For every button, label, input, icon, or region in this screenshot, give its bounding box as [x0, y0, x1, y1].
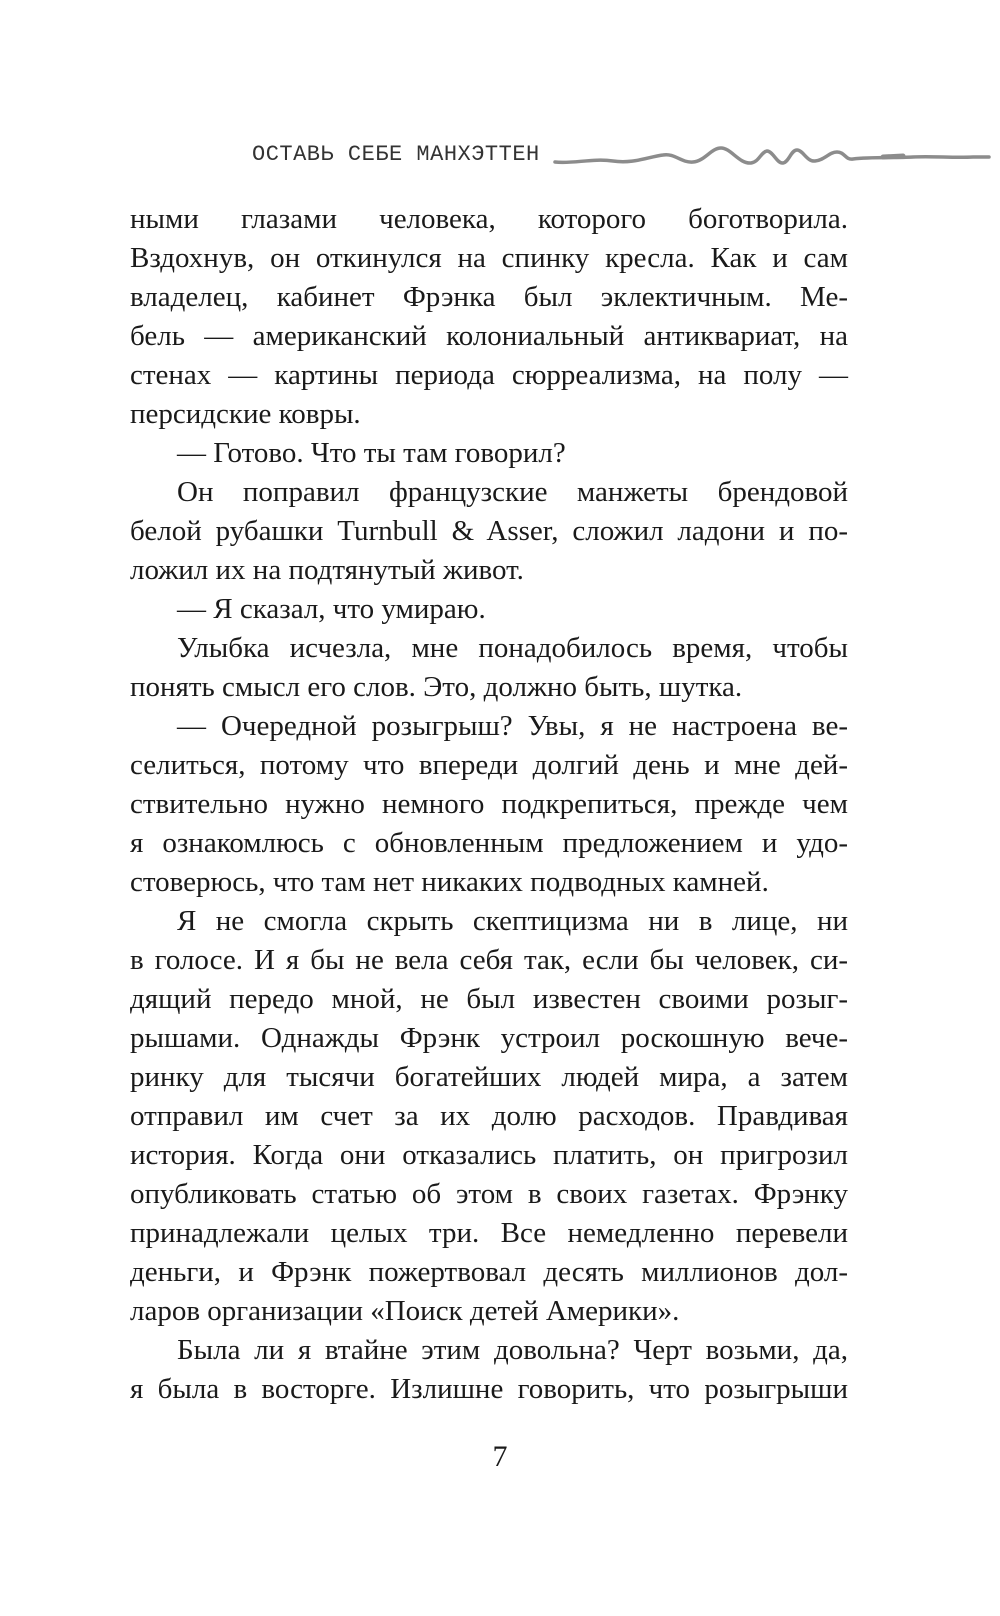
text-line: — Очередной розыгрыш? Увы, я не настроена ве- — [177, 710, 848, 742]
text-line: дящий передо мной, не был известен своими розыг- — [130, 983, 848, 1015]
text-line: ларов организации «Поиск детей Америки». — [130, 1295, 680, 1327]
text-line: в голосе. И я бы не вела себя так, если бы человек, си- — [130, 944, 848, 976]
text-line: Он поправил французские манжеты брендовой — [177, 476, 848, 508]
text-line: белой рубашки Turnbull & Asser, сложил ладони и по- — [130, 515, 848, 547]
running-title: ОСТАВЬ СЕБЕ МАНХЭТТЕН — [252, 142, 540, 167]
page-number: 7 — [492, 1440, 508, 1473]
text-line: Была ли я втайне этим довольна? Черт возьми, да, — [177, 1334, 848, 1366]
text-line: Улыбка исчезла, мне понадобилось время, чтобы — [177, 632, 848, 664]
text-line: рышами. Однажды Фрэнк устроил роскошную вече- — [130, 1022, 848, 1054]
text-line: опубликовать статью об этом в своих газетах. Фрэнку — [130, 1178, 848, 1210]
text-line: отправил им счет за их долю расходов. Правдивая — [130, 1100, 848, 1132]
text-line: ложил их на подтянутый живот. — [130, 554, 524, 586]
text-line: я ознакомлюсь с обновленным предложением и удо- — [130, 827, 848, 859]
text-line: стоверюсь, что там нет никаких подводных камней. — [130, 866, 769, 898]
main-text — [130, 200, 848, 1409]
text-line: селиться, потому что впереди долгий день и мне дей- — [130, 749, 848, 781]
text-line: ными глазами человека, которого боготворила. — [130, 203, 848, 235]
text-line: ствительно нужно немного подкрепиться, прежде чем — [130, 788, 848, 820]
text-line: Я не смогла скрыть скептицизма ни в лице, ни — [177, 905, 848, 937]
text-line: — Я сказал, что умираю. — [177, 593, 486, 625]
text-line: ринку для тысячи богатейших людей мира, а затем — [130, 1061, 848, 1093]
text-line: стенах — картины периода сюрреализма, на полу — — [130, 359, 848, 391]
text-line: понять смысл его слов. Это, должно быть, шутка. — [130, 671, 743, 703]
text-line: я была в восторге. Излишне говорить, что розыгрыши — [130, 1373, 848, 1405]
text-line: Вздохнув, он откинулся на спинку кресла. Как и сам — [130, 242, 848, 274]
squiggle-ornament-icon — [553, 136, 993, 176]
running-header — [0, 136, 1000, 176]
text-line: владелец, кабинет Фрэнка был эклектичным. Ме- — [130, 281, 848, 313]
text-line: бель — американский колониальный антиквариат, на — [130, 320, 848, 352]
text-line: — Готово. Что ты там говорил? — [177, 437, 566, 469]
text-line: деньги, и Фрэнк пожертвовал десять миллионов дол- — [130, 1256, 848, 1288]
text-line: персидские ковры. — [130, 398, 361, 430]
text-line: принадлежали целых три. Все немедленно перевели — [130, 1217, 848, 1249]
text-line: история. Когда они отказались платить, он пригрозил — [130, 1139, 848, 1171]
